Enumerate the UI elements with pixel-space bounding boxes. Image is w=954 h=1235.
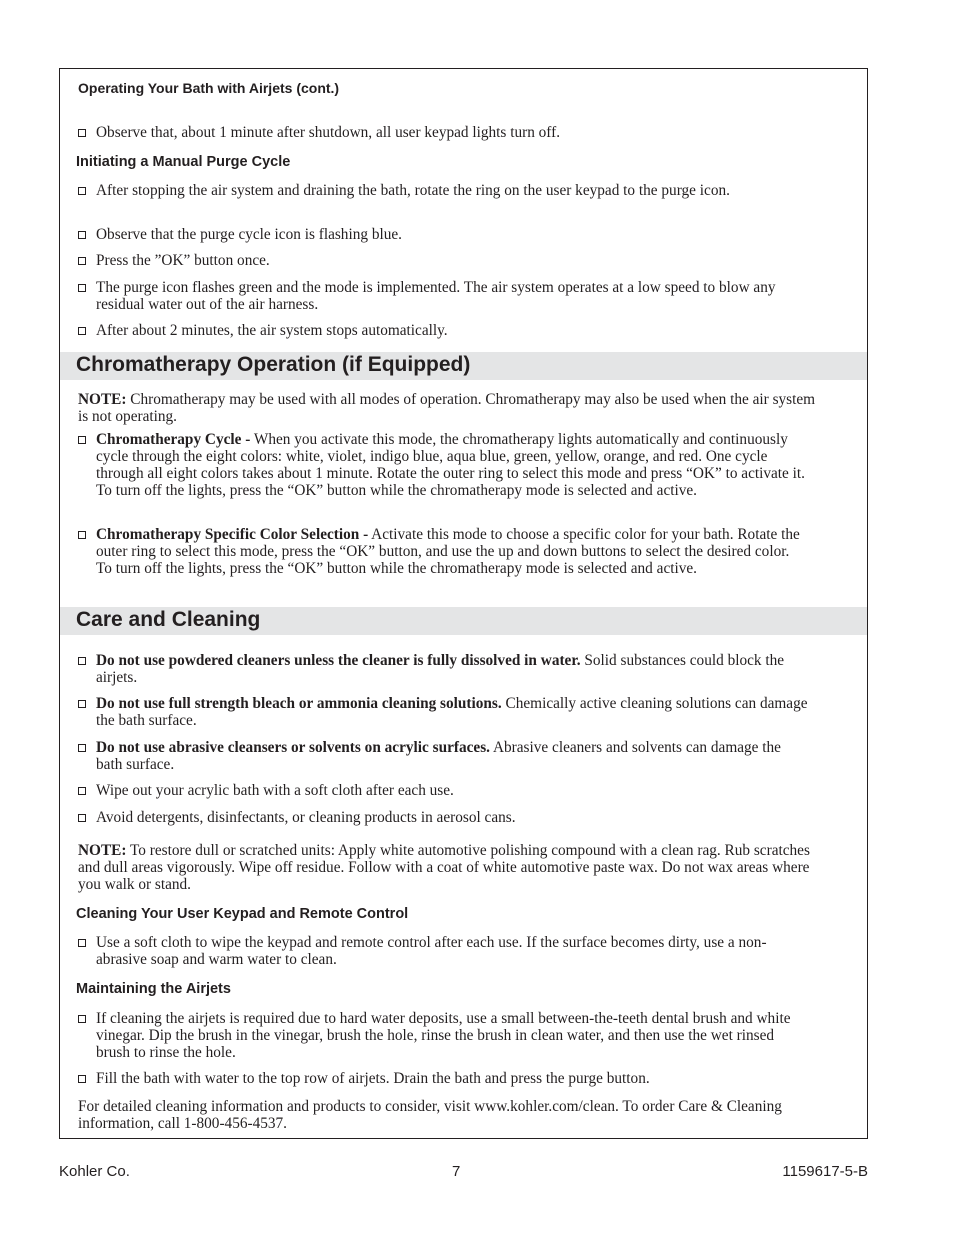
item-bold-lead: Do not use full strength bleach or ammonia cleaning solutions. — [96, 695, 502, 712]
checkbox-bullet-icon — [78, 700, 86, 708]
note-label: NOTE: — [78, 842, 127, 859]
list-item — [78, 695, 808, 729]
checkbox-bullet-icon — [78, 284, 86, 292]
item-bold-lead: Chromatherapy Cycle - — [96, 431, 251, 448]
item-text: Abrasive cleaners and solvents can damage the bath surface. — [96, 739, 781, 773]
purge-heading: Initiating a Manual Purge Cycle — [76, 154, 291, 170]
checkbox-bullet-icon — [78, 187, 86, 195]
list-item: Press the ”OK” button once. — [78, 252, 808, 269]
list-item — [78, 809, 808, 826]
checkbox-bullet-icon — [78, 257, 86, 265]
checkbox-bullet-icon — [78, 129, 86, 137]
chromatherapy-title: Chromatherapy Operation (if Equipped) — [76, 353, 471, 376]
care-title: Care and Cleaning — [76, 608, 261, 631]
list-item: Observe that the purge cycle icon is flashing blue. — [78, 226, 808, 243]
airjets-heading: Maintaining the Airjets — [76, 981, 231, 997]
list-item: If cleaning the airjets is required due to hard water deposits, use a small between-the-teeth dental brush and white vinegar. Dip the brush in the vinegar, brush the hole, rinse the brush in clean water, and then use the wet rinsed brush to rinse the hole. — [78, 1010, 808, 1061]
checkbox-bullet-icon — [78, 531, 86, 539]
closing-paragraph: For detailed cleaning information and products to consider, visit www.kohler.com/clean. To order Care & Cleaning information, call 1-800-456-4537. — [78, 1098, 782, 1132]
item-text: Activate this mode to choose a specific color for your bath. Rotate the outer ring to select this mode, press the “OK” button, and use the up and down buttons to select the desired color. To turn off the lights, press the “OK” button while the chromatherapy mode is selected and active. — [96, 526, 800, 577]
checkbox-bullet-icon — [78, 1015, 86, 1023]
footer-company: Kohler Co. — [59, 1163, 130, 1180]
item-bold-lead: Do not use abrasive cleansers or solvents on acrylic surfaces. — [96, 739, 490, 756]
item-text: When you activate this mode, the chromatherapy lights automatically and continuously cycle through the eight colors: white, violet, indigo blue, aqua blue, green, yellow, orange, and red. One cycle through all eight colors takes about 1 minute. Rotate the outer ring to select this mode and press “OK” to activate it. To turn off the lights, press the “OK” button while the chromatherapy mode is selected and active. — [96, 431, 805, 499]
list-item: After stopping the air system and draining the bath, rotate the ring on the user keypad to the purge icon. — [78, 182, 808, 199]
list-item — [78, 431, 808, 499]
list-item: Observe that, about 1 minute after shutdown, all user keypad lights turn off. — [78, 124, 808, 141]
list-item: The purge icon flashes green and the mode is implemented. The air system operates at a low speed to blow any residual water out of the air harness. — [78, 279, 808, 313]
item-text: Solid substances could block the airjets. — [96, 652, 785, 686]
list-item: After about 2 minutes, the air system stops automatically. — [78, 322, 808, 339]
checkbox-bullet-icon — [78, 939, 86, 947]
checkbox-bullet-icon — [78, 231, 86, 239]
list-item — [78, 782, 808, 799]
list-item — [78, 526, 808, 577]
list-item: Fill the bath with water to the top row of airjets. Drain the bath and press the purge button. — [78, 1070, 808, 1087]
note-text: To restore dull or scratched units: Apply white automotive polishing compound with a clean rag. Rub scratches and dull areas vigorously. Wipe off residue. Follow with a coat of white automotive paste wax. Do not wax areas where you walk or stand. — [78, 842, 810, 893]
checkbox-bullet-icon — [78, 787, 86, 795]
footer-doc-number: 1159617-5-B — [782, 1163, 868, 1180]
item-bold-lead: Chromatherapy Specific Color Selection - — [96, 526, 369, 543]
section-continued-heading: Operating Your Bath with Airjets (cont.) — [78, 80, 340, 96]
item-text: Wipe out your acrylic bath with a soft cloth after each use. — [96, 782, 454, 799]
checkbox-bullet-icon — [78, 1075, 86, 1083]
note-label: NOTE: — [78, 391, 127, 408]
footer-page-number: 7 — [452, 1163, 461, 1180]
checkbox-bullet-icon — [78, 436, 86, 444]
keypad-heading: Cleaning Your User Keypad and Remote Control — [76, 906, 409, 922]
checkbox-bullet-icon — [78, 744, 86, 752]
list-item: Use a soft cloth to wipe the keypad and remote control after each use. If the surface becomes dirty, use a non-abrasive soap and warm water to clean. — [78, 934, 808, 968]
list-item — [78, 652, 808, 686]
checkbox-bullet-icon — [78, 814, 86, 822]
note-text: Chromatherapy may be used with all modes of operation. Chromatherapy may also be used when the air system is not operating. — [78, 391, 816, 425]
item-bold-lead: Do not use powdered cleaners unless the cleaner is fully dissolved in water. — [96, 652, 581, 669]
item-text: Avoid detergents, disinfectants, or cleaning products in aerosol cans. — [96, 809, 516, 826]
item-text: Chemically active cleaning solutions can damage the bath surface. — [96, 695, 808, 729]
checkbox-bullet-icon — [78, 657, 86, 665]
chromatherapy-note — [78, 391, 828, 425]
checkbox-bullet-icon — [78, 327, 86, 335]
care-note — [78, 842, 823, 893]
list-item — [78, 739, 808, 773]
